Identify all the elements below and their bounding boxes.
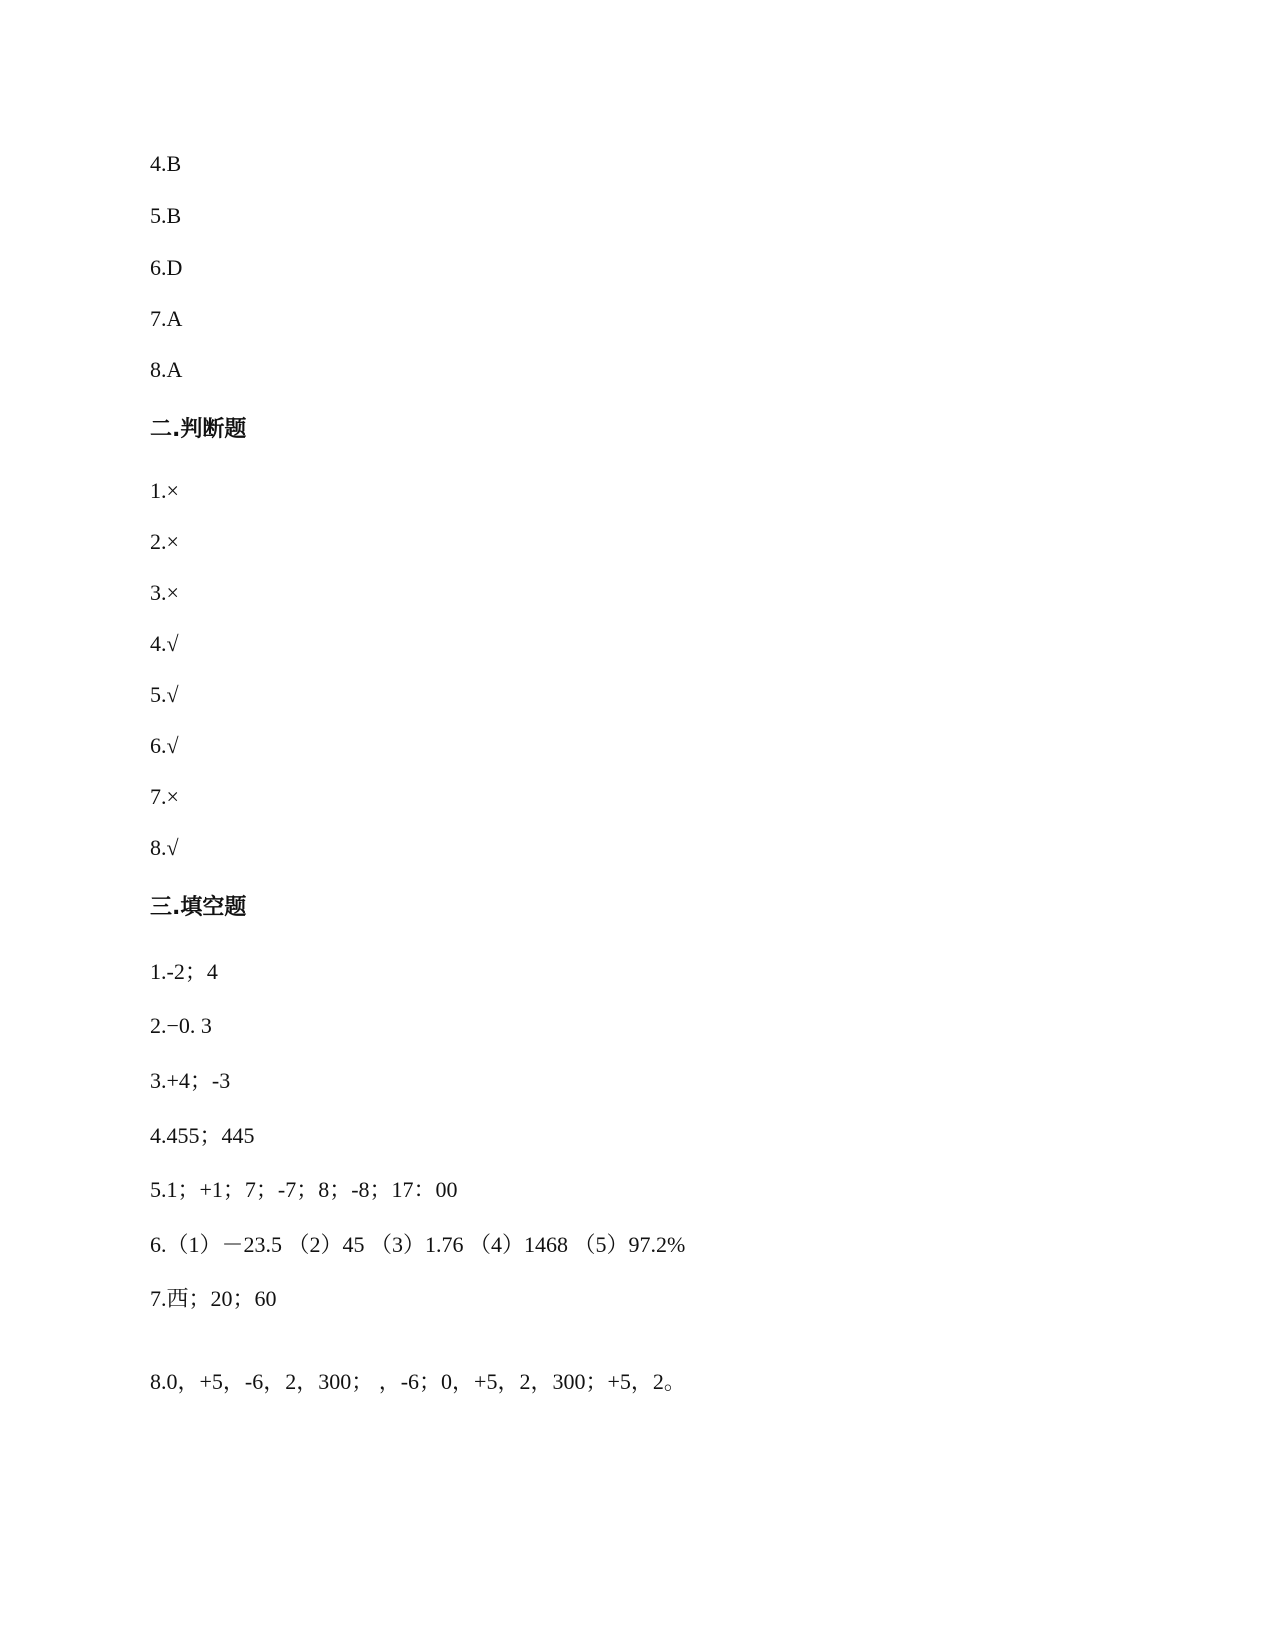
section-heading: 二.判断题 [150,417,247,442]
answer-item: 1.-2；4 [150,959,218,984]
answer-item: 8.0，+5，-6，2，300； ，-6；0，+5，2，300；+5，2。 [150,1369,686,1394]
answer-item: 6.（1）－23.5 （2）45 （3）1.76 （4）1468 （5）97.2% [150,1232,686,1257]
answer-item: 1.× [150,478,179,503]
answer-item: 6.D [150,255,183,280]
answer-item: 4.B [150,151,182,176]
answer-item: 8.√ [150,835,179,860]
answer-item: 7.× [150,784,179,809]
answer-item: 8.A [150,357,183,382]
answer-item: 6.√ [150,733,179,758]
answer-item: 2.× [150,529,179,554]
answer-item: 5.B [150,203,182,228]
answer-item: 4.√ [150,631,179,656]
answer-item: 2.−0. 3 [150,1013,212,1038]
answer-item: 7.西；20；60 [150,1286,277,1311]
answer-item: 5.1；+1；7；-7；8；-8；17：00 [150,1177,458,1202]
answer-item: 3.× [150,580,179,605]
answer-item: 5.√ [150,682,179,707]
answer-item: 3.+4；-3 [150,1068,231,1093]
answer-item: 7.A [150,306,183,331]
section-heading: 三.填空题 [150,895,247,920]
answer-item: 4.455；445 [150,1123,255,1148]
